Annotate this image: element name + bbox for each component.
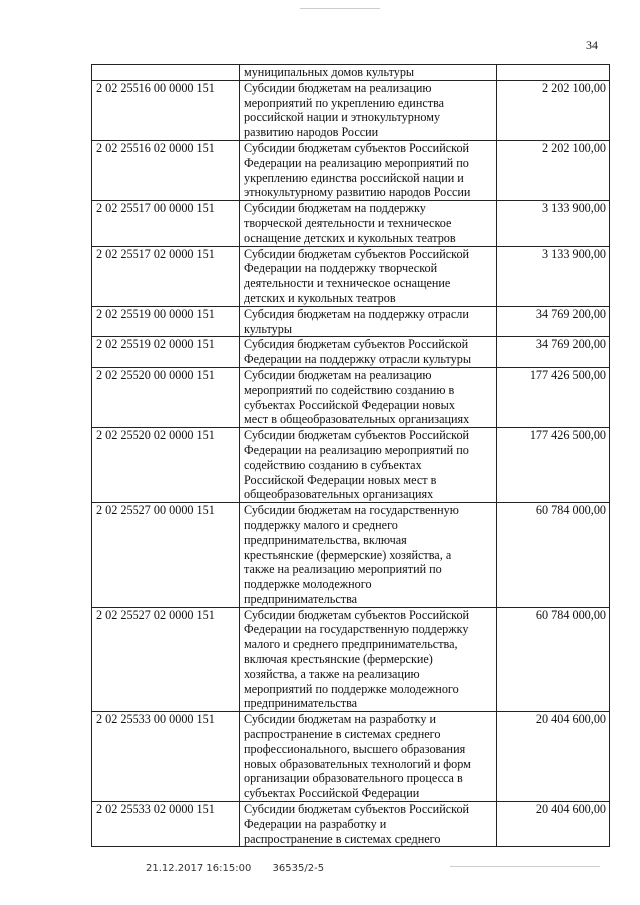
footer-document-code: 36535/2-5 [272,863,325,874]
amount-cell: 2 202 100,00 [497,140,610,200]
table-row [92,201,610,246]
description-cell: Субсидии бюджетам на реализацию мероприятий по укреплению единства российской нации и этнокультурному развитию народов России [240,80,497,140]
scan-artifact [450,866,600,867]
description-cell: Субсидии бюджетам субъектов Российской Федерации на разработку и распространение в системах среднего [240,802,497,847]
amount-cell [497,65,610,81]
description-cell: Субсидии бюджетам на разработку и распространение в системах среднего профессионального, высшего образования новых образовательных технологий и форм организации образовательного процесса в субъектах Российской Федерации [240,712,497,802]
amount-cell: 34 769 200,00 [497,337,610,368]
amount-cell: 20 404 600,00 [497,712,610,802]
code-cell: 2 02 25516 00 0000 151 [92,80,240,140]
description-cell: Субсидии бюджетам субъектов Российской Федерации на реализацию мероприятий по укреплению единства российской нации и этнокультурному развитию народов России [240,140,497,200]
code-cell: 2 02 25517 00 0000 151 [92,201,240,246]
table-row [92,140,610,200]
amount-cell: 60 784 000,00 [497,607,610,712]
amount-cell: 34 769 200,00 [497,306,610,337]
code-cell [92,65,240,81]
description-cell: Субсидии бюджетам субъектов Российской Федерации на государственную поддержку малого и среднего предпринимательства, включая крестьянские (фермерские) хозяйства, а также на реализацию мероприятий по поддержке молодежного предпринимательства [240,607,497,712]
amount-cell: 177 426 500,00 [497,428,610,503]
code-cell: 2 02 25520 00 0000 151 [92,367,240,427]
table-row [92,802,610,847]
amount-cell: 60 784 000,00 [497,503,610,608]
code-cell: 2 02 25519 00 0000 151 [92,306,240,337]
scan-artifact [300,8,380,9]
description-cell: Субсидии бюджетам субъектов Российской Федерации на поддержку творческой деятельности и техническое оснащение детских и кукольных театров [240,246,497,306]
page-number: 34 [586,38,598,52]
description-cell: Субсидии бюджетам субъектов Российской Федерации на реализацию мероприятий по содействию созданию в субъектах Российской Федерации новых мест в общеобразовательных организациях [240,428,497,503]
table-row [92,246,610,306]
footer-timestamp: 21.12.2017 16:15:00 [146,863,252,874]
code-cell: 2 02 25516 02 0000 151 [92,140,240,200]
description-cell: Субсидии бюджетам на государственную поддержку малого и среднего предпринимательства, включая крестьянские (фермерские) хозяйства, а также на реализацию мероприятий по поддержке молодежного предпринимательства [240,503,497,608]
table-row [92,306,610,337]
code-cell: 2 02 25520 02 0000 151 [92,428,240,503]
description-cell: Субсидии бюджетам на реализацию мероприятий по содействию созданию в субъектах Российской Федерации новых мест в общеобразовательных организациях [240,367,497,427]
table-row [92,337,610,368]
table-row [92,80,610,140]
amount-cell: 177 426 500,00 [497,367,610,427]
table-row [92,607,610,712]
code-cell: 2 02 25519 02 0000 151 [92,337,240,368]
code-cell: 2 02 25533 02 0000 151 [92,802,240,847]
table-row [92,65,610,81]
description-cell: Субсидия бюджетам на поддержку отрасли культуры [240,306,497,337]
table-row [92,367,610,427]
description-cell: Субсидии бюджетам на поддержку творческой деятельности и техническое оснащение детских и кукольных театров [240,201,497,246]
amount-cell: 20 404 600,00 [497,802,610,847]
code-cell: 2 02 25527 00 0000 151 [92,503,240,608]
description-cell: муниципальных домов культуры [240,65,497,81]
description-cell: Субсидия бюджетам субъектов Российской Федерации на поддержку отрасли культуры [240,337,497,368]
amount-cell: 3 133 900,00 [497,246,610,306]
amount-cell: 3 133 900,00 [497,201,610,246]
table-body [92,65,610,847]
budget-table [91,64,610,847]
table-row [92,712,610,802]
page-footer [146,863,324,874]
table-row [92,428,610,503]
table-row [92,503,610,608]
code-cell: 2 02 25527 02 0000 151 [92,607,240,712]
code-cell: 2 02 25517 02 0000 151 [92,246,240,306]
code-cell: 2 02 25533 00 0000 151 [92,712,240,802]
amount-cell: 2 202 100,00 [497,80,610,140]
